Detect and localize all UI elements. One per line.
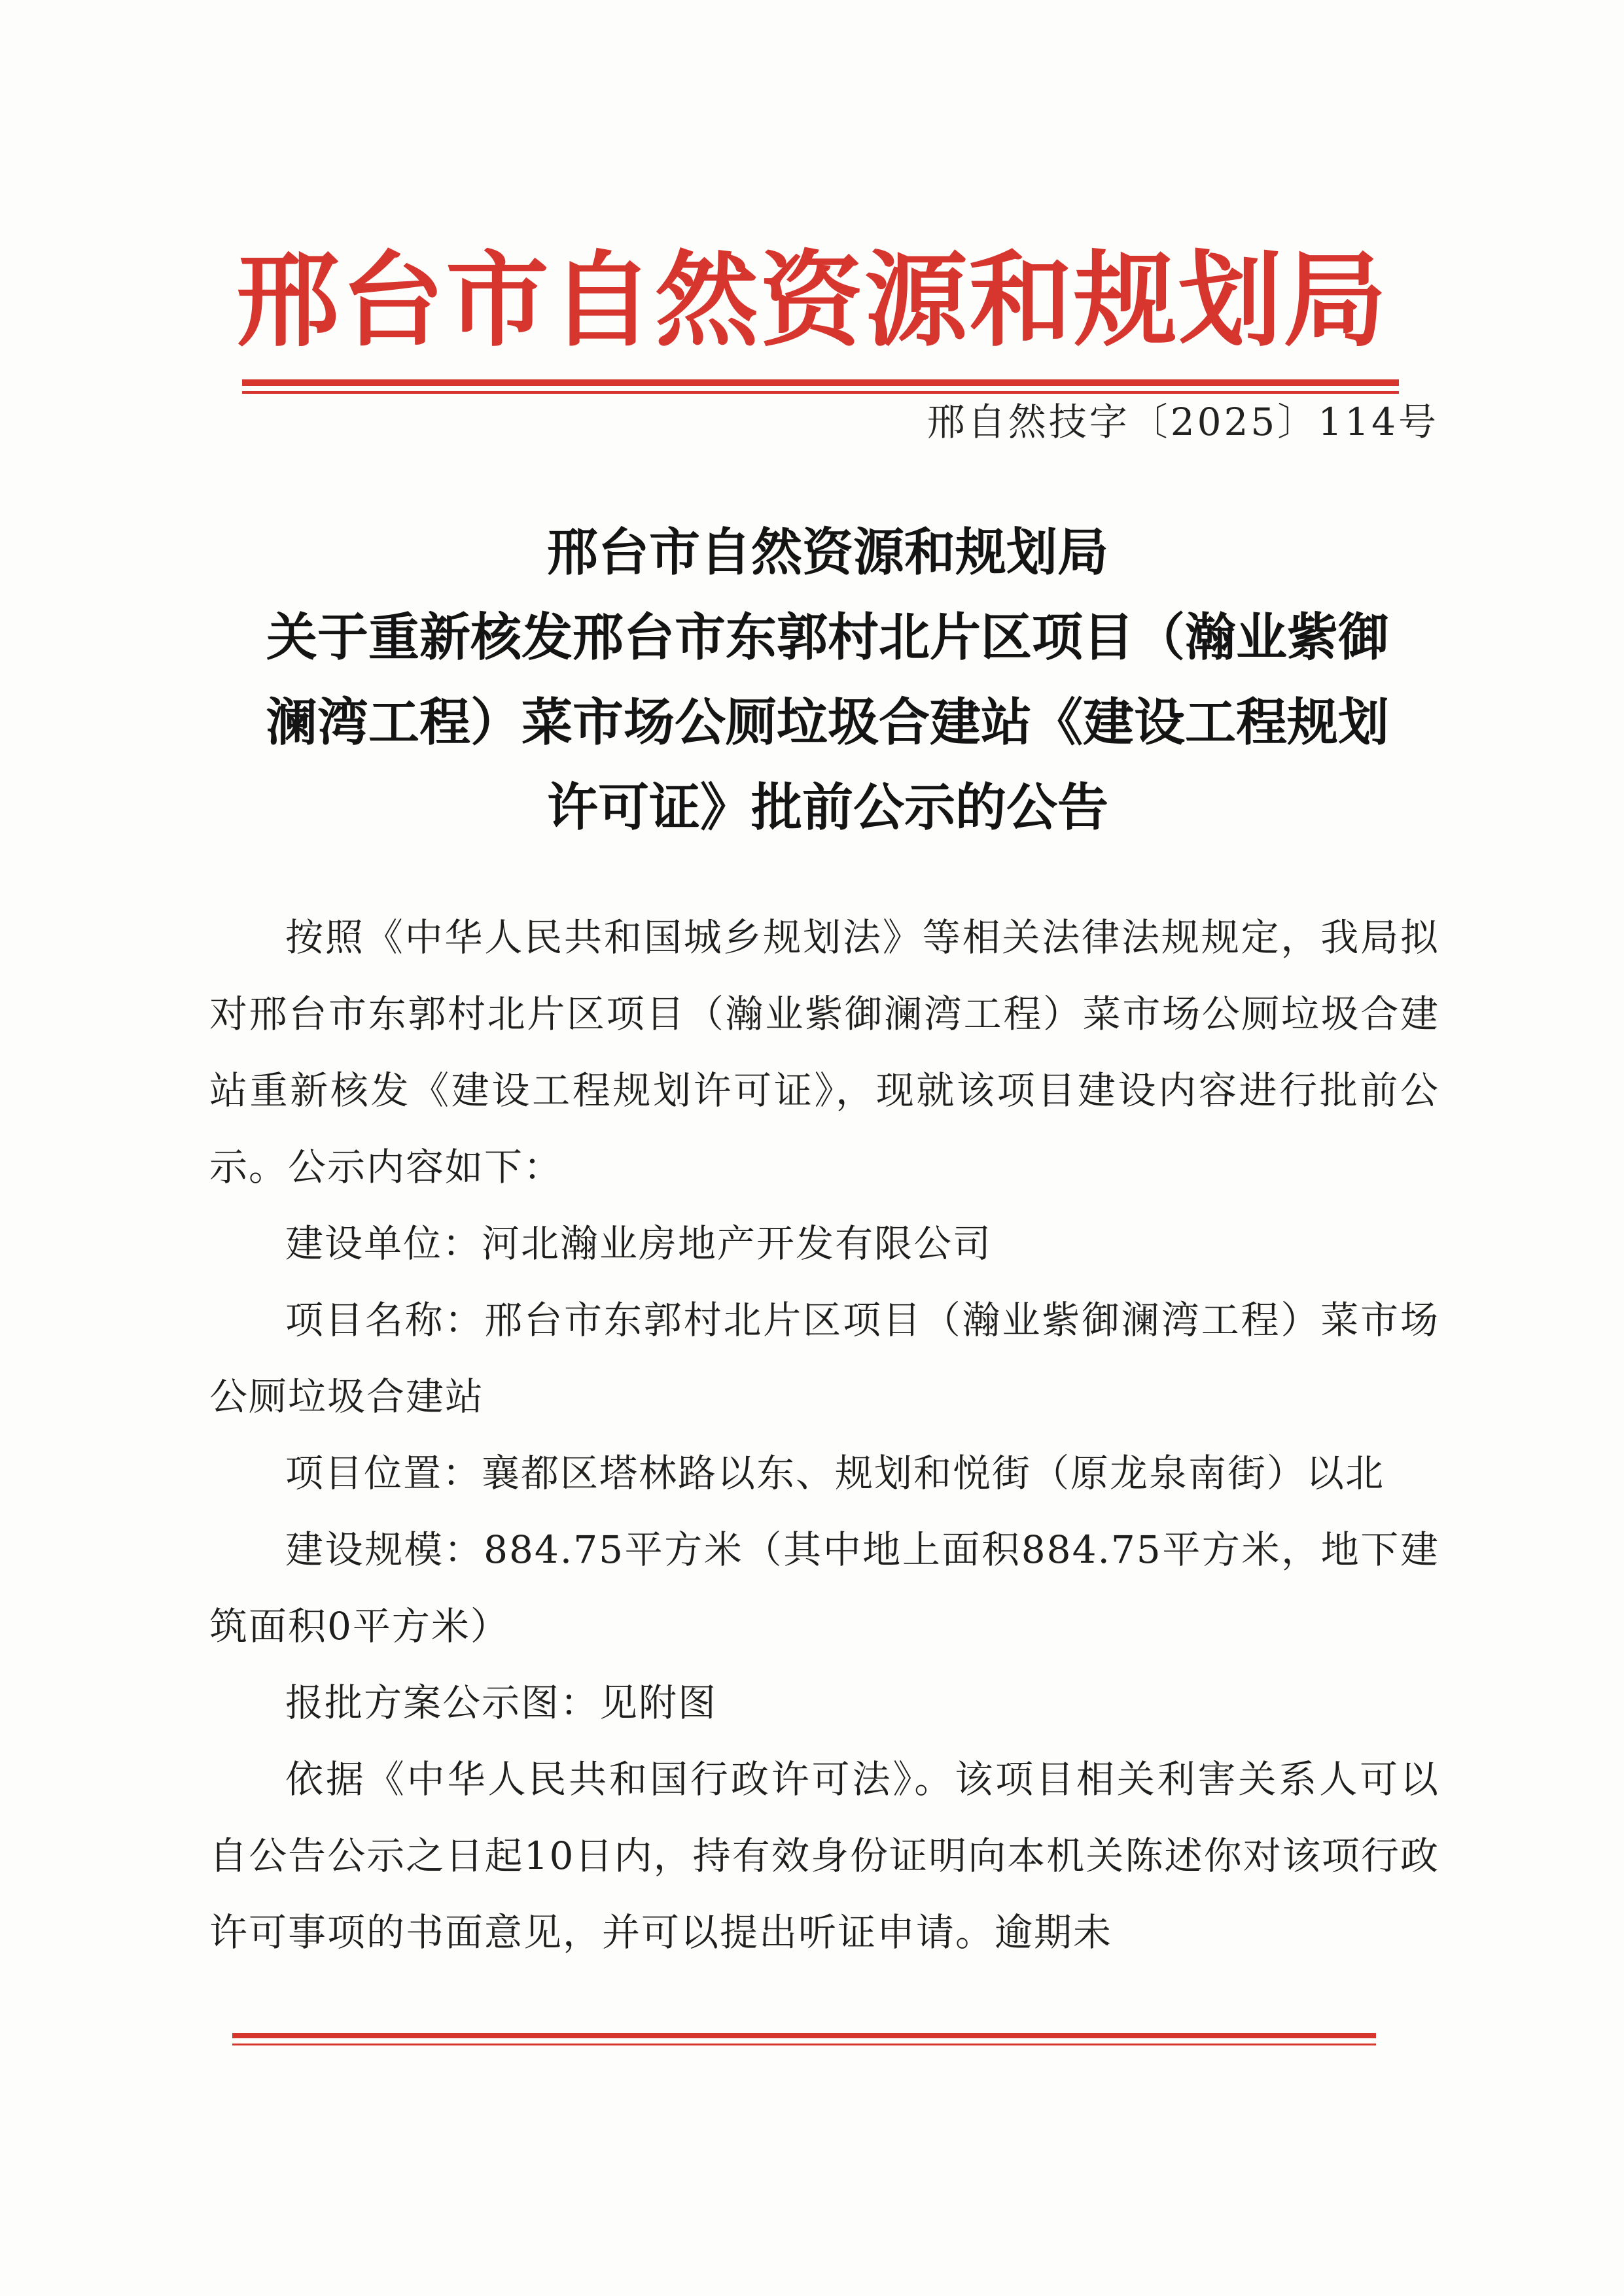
construction-scale: 建设规模：884.75平方米（其中地上面积884.75平方米，地下建筑面积0平方米） bbox=[209, 1527, 1439, 1648]
footer-rule-thick bbox=[232, 2033, 1376, 2038]
project-location: 项目位置：襄都区塔林路以东、规划和悦街（原龙泉南街）以北 bbox=[285, 1451, 1385, 1495]
title-line: 关于重新核发邢台市东郭村北片区项目（瀚业紫御 bbox=[266, 608, 1389, 667]
document-number: 邢自然技字〔2025〕114号 bbox=[927, 400, 1439, 444]
intro-paragraph: 按照《中华人民共和国城乡规划法》等相关法律法规规定，我局拟对邢台市东郭村北片区项目（瀚业紫御澜湾工程）菜市场公厕垃圾合建站重新核发《建设工程规划许可证》，现就该项目建设内容进行批前公示。公示内容如下： bbox=[209, 915, 1439, 1189]
notice-title bbox=[209, 510, 1446, 850]
notice-body bbox=[209, 899, 1439, 1971]
title-line: 许可证》批前公示的公告 bbox=[546, 778, 1108, 837]
masthead-title: 邢台市自然资源和规划局 bbox=[236, 241, 1388, 361]
footer-rule-thin bbox=[232, 2044, 1376, 2045]
legal-basis-paragraph: 依据《中华人民共和国行政许可法》。该项目相关利害关系人可以自公告公示之日起10日内，持有效身份证明向本机关陈述你对该项行政许可事项的书面意见，并可以提出听证申请。逾期未 bbox=[209, 1757, 1439, 1955]
title-line: 邢台市自然资源和规划局 bbox=[546, 523, 1108, 582]
construction-unit: 建设单位：河北瀚业房地产开发有限公司 bbox=[285, 1221, 993, 1266]
scheme-drawing: 报批方案公示图：见附图 bbox=[285, 1680, 718, 1725]
project-name: 项目名称：邢台市东郭村北片区项目（瀚业紫御澜湾工程）菜市场公厕垃圾合建站 bbox=[209, 1298, 1439, 1419]
title-line: 澜湾工程）菜市场公厕垃圾合建站《建设工程规划 bbox=[266, 693, 1389, 752]
masthead-rule-thick bbox=[242, 379, 1399, 386]
